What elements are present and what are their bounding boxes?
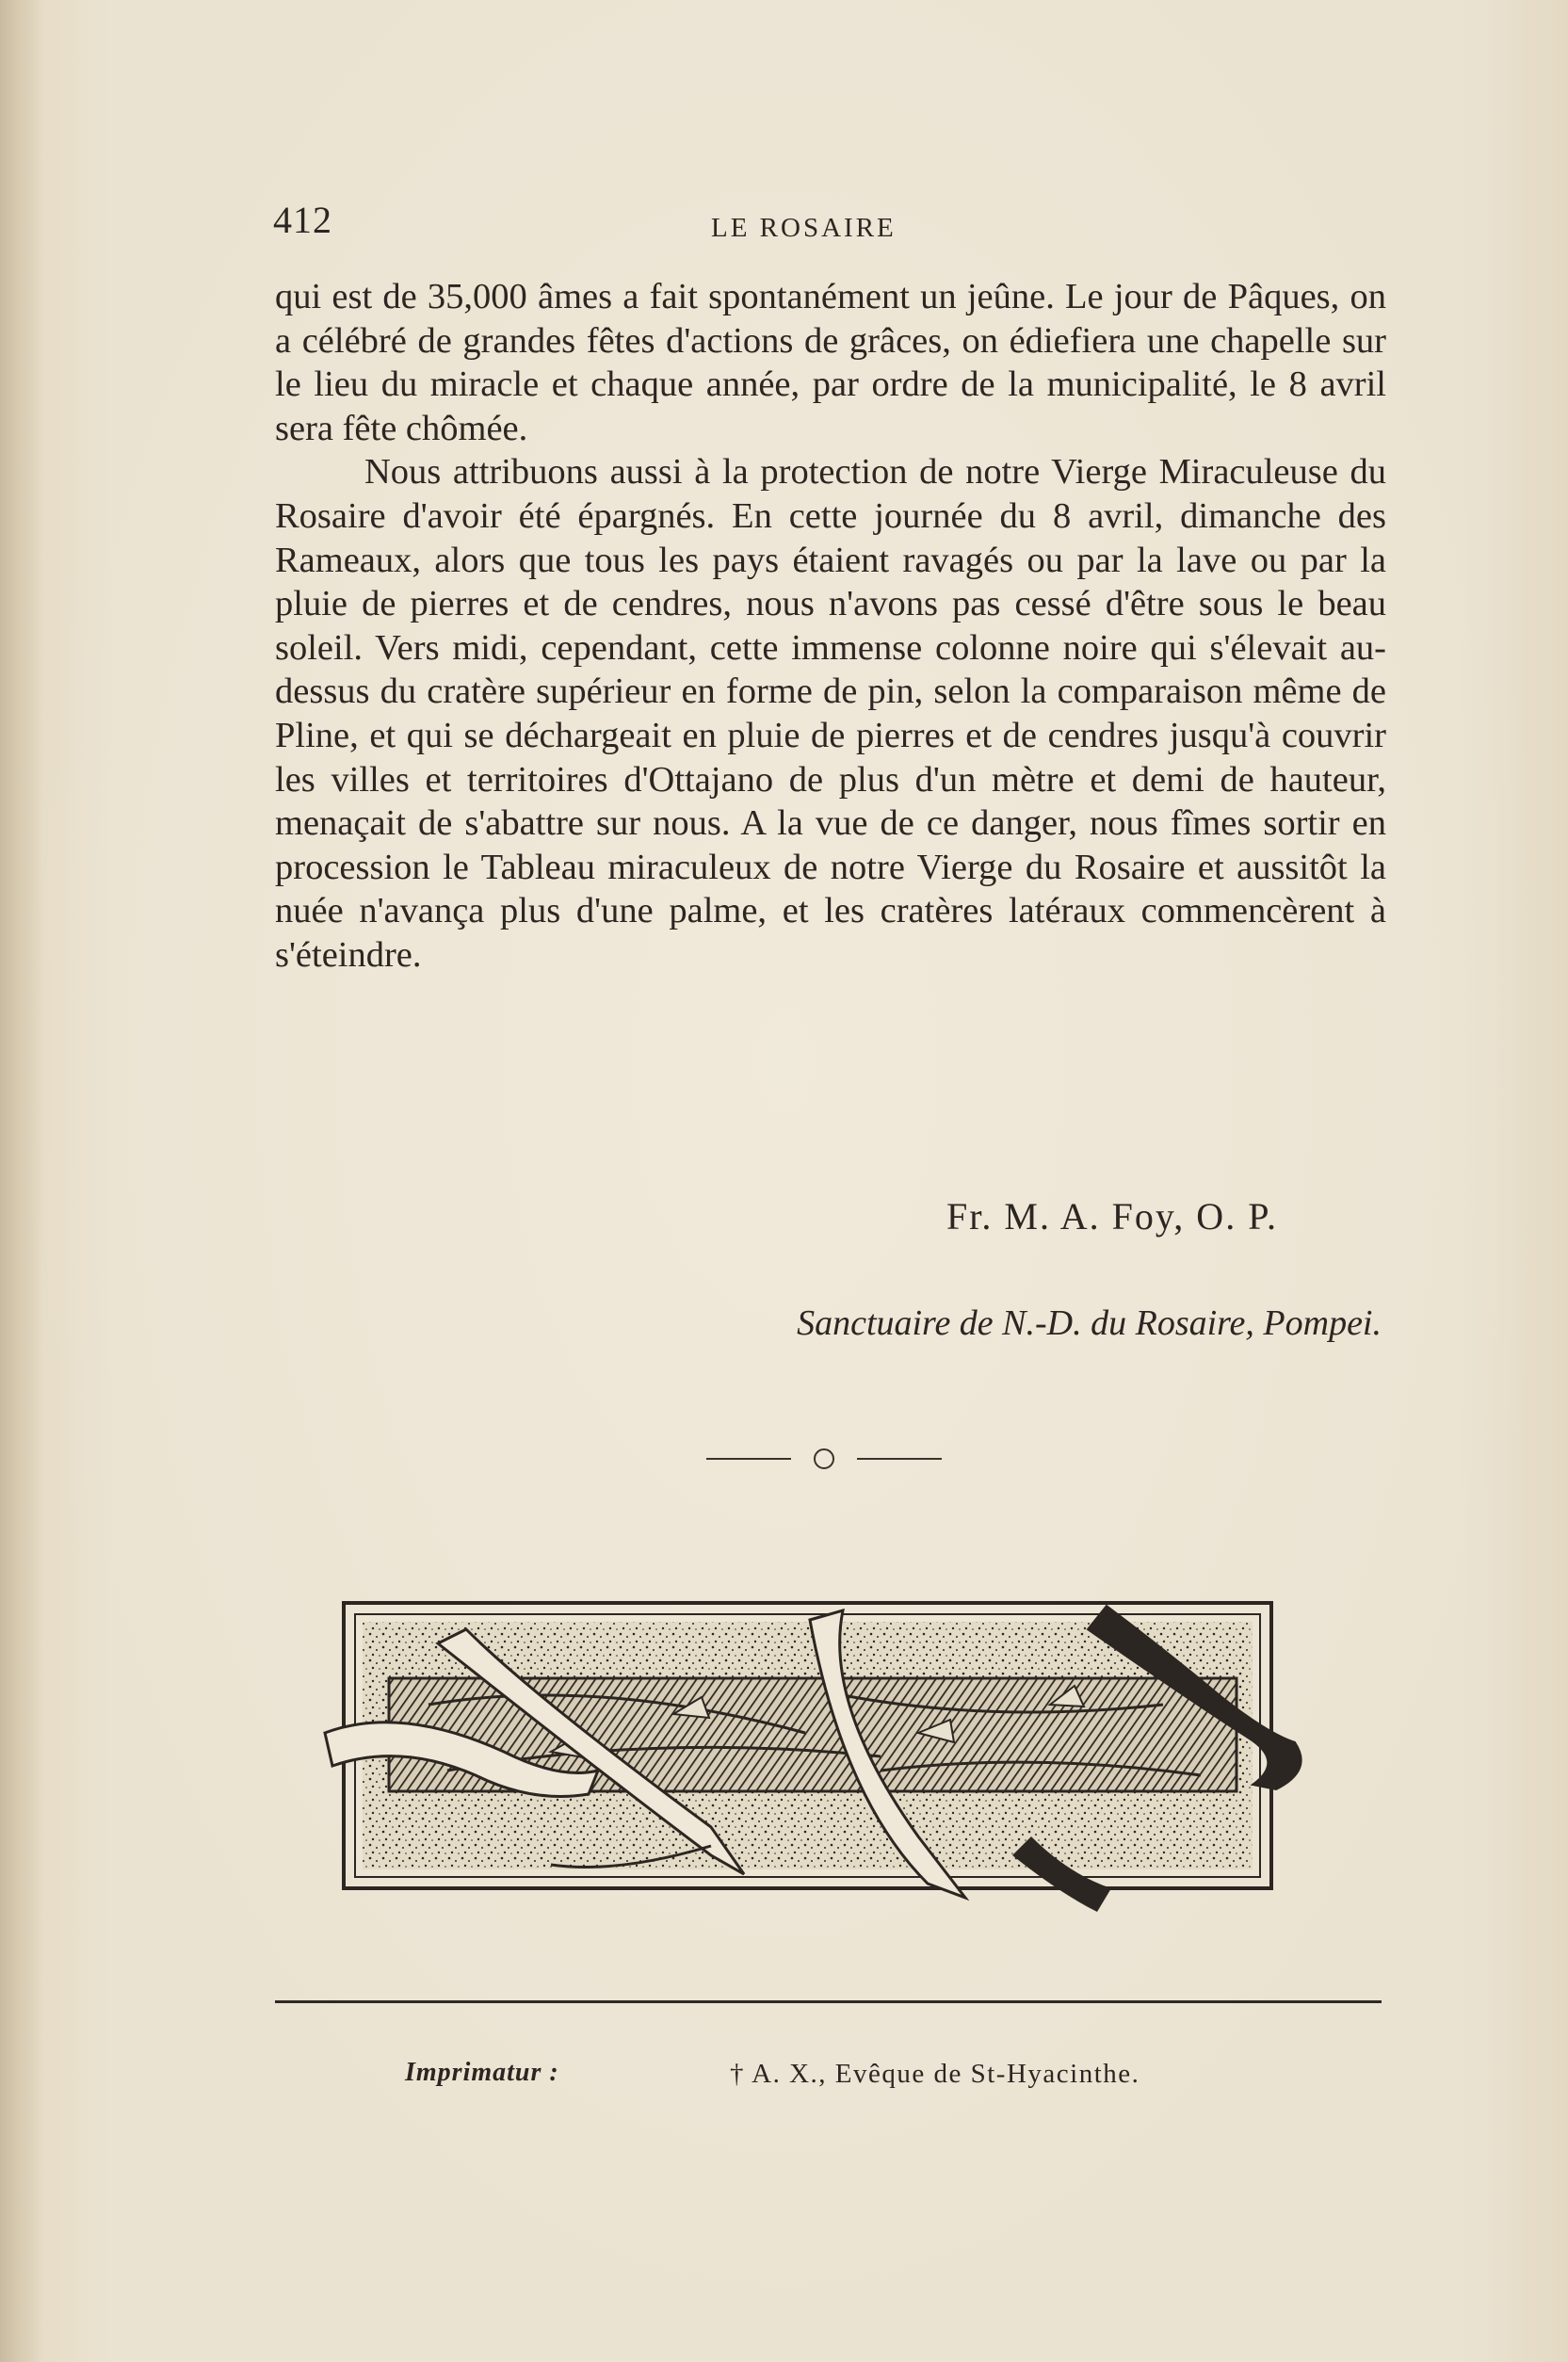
author-signature: Fr. M. A. Foy, O. P. xyxy=(946,1195,1278,1238)
divider-line-left xyxy=(706,1458,791,1460)
imprimatur-value: † A. X., Evêque de St-Hyacinthe. xyxy=(730,2059,1140,2089)
page-gutter-shadow xyxy=(0,0,43,2362)
footer-rule xyxy=(275,2000,1382,2003)
imprimatur-label: Imprimatur : xyxy=(405,2058,559,2087)
section-divider xyxy=(706,1441,942,1475)
divider-line-right xyxy=(857,1458,942,1460)
paragraph-1: qui est de 35,000 âmes a fait spontanément un jeûne. Le jour de Pâques, on a célébré de grandes fêtes d'actions de grâces, on édiefiera une chapelle sur le lieu du miracle et chaque année, par ordre de la municipalité, le 8 avril sera fête chômée. xyxy=(275,277,1386,448)
page-number: 412 xyxy=(273,199,332,241)
dateline-location: Sanctuaire de N.-D. du Rosaire, Pompei. xyxy=(797,1303,1382,1343)
palm-fronds-banner-icon xyxy=(315,1592,1333,1935)
running-title: LE ROSAIRE xyxy=(711,213,897,243)
divider-ring-icon xyxy=(814,1448,834,1469)
paragraph-2: Nous attribuons aussi à la protection de notre Vierge Miraculeuse du Rosaire d'avoir été épargnés. En cette journée du 8 avril, dimanche des Rameaux, alors que tous les pays étaient ravagés ou par la lave ou par la pluie de pierres et de cendres, nous n'avons pas cessé d'être sous le beau soleil. Vers midi, cependant, cette immense colonne noire qui s'élevait au-dessus du cratère supérieur en forme de pin, selon la comparaison même de Pline, et qui se déchargeait en pluie de pierres et de cendres jusqu'à couvrir les villes et territoires d'Ottajano de plus d'un mètre et demi de hauteur, menaçait de s'abattre sur nous. A la vue de ce danger, nous fîmes sortir en procession le Tableau miraculeux de notre Vierge du Rosaire et aussitôt la nuée n'avança plus d'une palme, et les cratères latéraux commencèrent à s'éteindre. xyxy=(275,452,1386,975)
body-text xyxy=(275,275,1386,978)
